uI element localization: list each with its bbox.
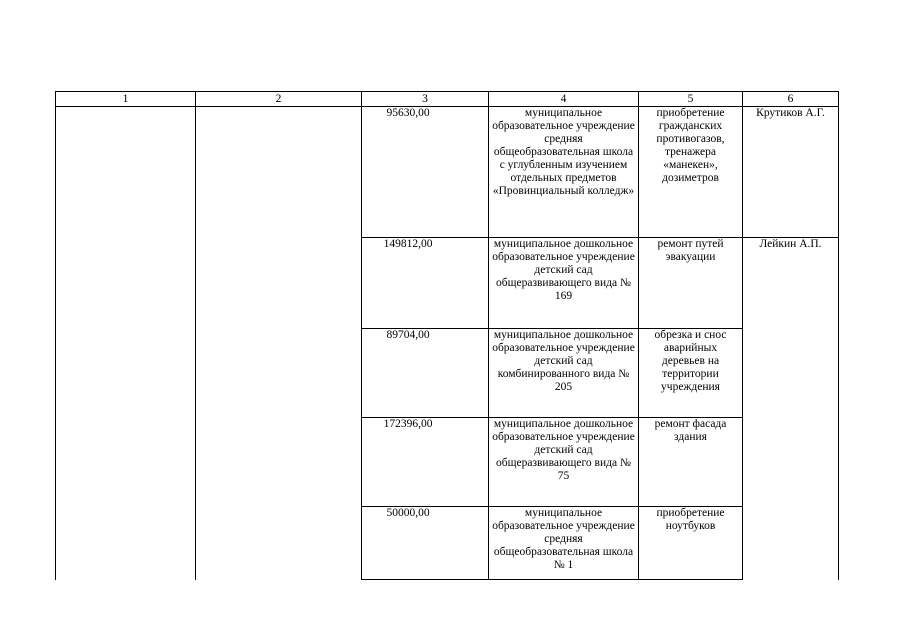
amount-cell: 89704,00	[362, 329, 489, 418]
empty-cell-col2	[196, 107, 362, 580]
column-number: 3	[362, 92, 489, 107]
responsible-cell: Лейкин А.П.	[743, 238, 839, 580]
column-number: 1	[56, 92, 196, 107]
column-number: 5	[639, 92, 743, 107]
amount-cell: 149812,00	[362, 238, 489, 329]
purpose-cell: приобретение гражданских противогазов, тренажера «манекен», дозиметров	[639, 107, 743, 238]
purpose-cell: ремонт путей эвакуации	[639, 238, 743, 329]
amount-cell: 50000,00	[362, 507, 489, 580]
responsible-cell: Крутиков А.Г.	[743, 107, 839, 238]
institution-cell: муниципальное образовательное учреждение средняя общеобразовательная школа № 1	[489, 507, 639, 580]
institution-cell: муниципальное дошкольное образовательное учреждение детский сад общеразвивающего вида № 169	[489, 238, 639, 329]
purpose-cell: ремонт фасада здания	[639, 418, 743, 507]
budget-table	[55, 91, 839, 580]
amount-cell: 172396,00	[362, 418, 489, 507]
institution-cell: муниципальное дошкольное образовательное учреждение детский сад общеразвивающего вида № 75	[489, 418, 639, 507]
table-row	[56, 107, 839, 238]
column-number: 6	[743, 92, 839, 107]
empty-cell-col1	[56, 107, 196, 580]
institution-cell: муниципальное образовательное учреждение средняя общеобразовательная школа с углубленным изучением отдельных предметов «Провинциальный колледж»	[489, 107, 639, 238]
purpose-cell: обрезка и снос аварийных деревьев на территории учреждения	[639, 329, 743, 418]
institution-cell: муниципальное дошкольное образовательное учреждение детский сад комбинированного вида № 205	[489, 329, 639, 418]
amount-cell: 95630,00	[362, 107, 489, 238]
column-number-row	[56, 92, 839, 107]
column-number: 4	[489, 92, 639, 107]
purpose-cell: приобретение ноутбуков	[639, 507, 743, 580]
column-number: 2	[196, 92, 362, 107]
